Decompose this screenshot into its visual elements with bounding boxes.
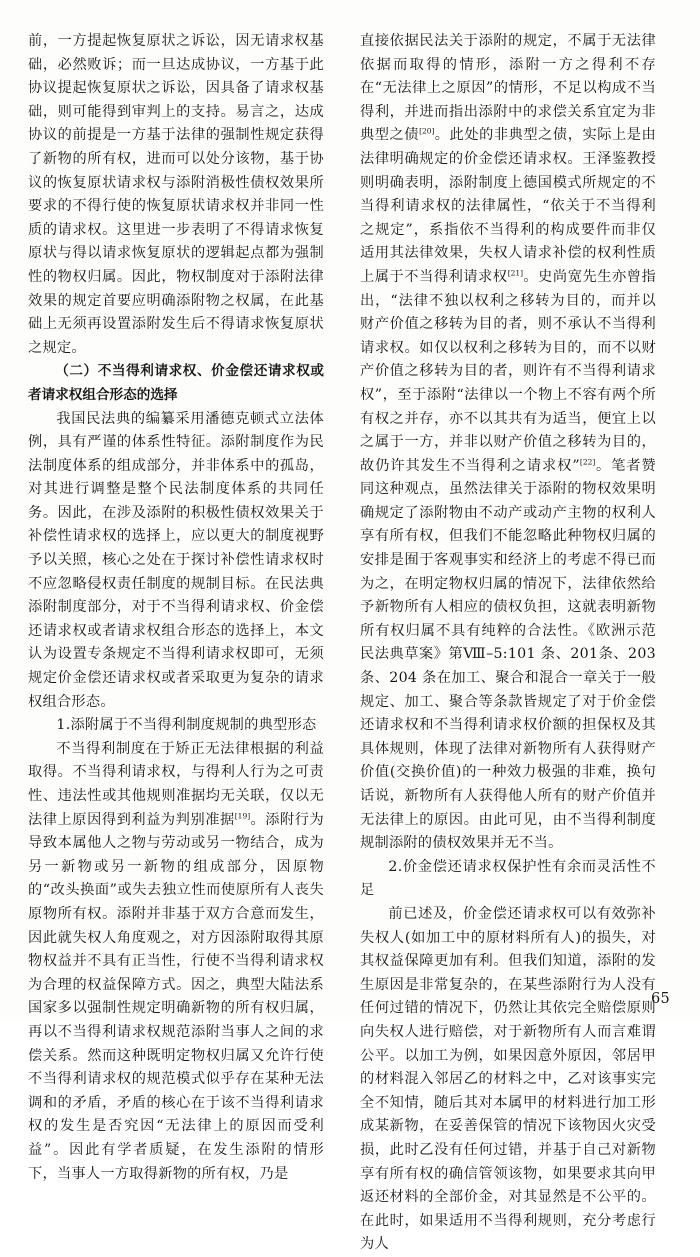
paragraph-continued-with-footnotes: [360, 30, 656, 856]
footnote-marker-22[interactable]: [22]: [579, 456, 596, 466]
paragraph-text-after-footnote: 。添附行为导致本属他人之物与劳动或另一物结合，成为另一新物或另一新物的组成部分，因原物的“改头换面”或失去独立性而使原所有人丧失原物所有权。添附并非基于双方合意而发生，因此就失权人角度观之，对方因添附取得其原物权益并不具有正当性，行使不当得利请求权为合理的权益保障方式。因之，典型大陆法系国家多以强制性规定明确新物的所有权归属，再以不当得利请求权规范添附当事人之间的求偿关系。然而这种既明定物权归属又允许行使不当得利请求权的规范模式似乎存在某种无法调和的矛盾，矛盾的核心在于该不当得利请求权的发生是否究因“无法律上的原因而受利益”。因此有学者质疑，在发生添附的情形下，当事人一方取得新物的所有权，乃是: [28, 811, 324, 1182]
paragraph-continued: 前，一方提起恢复原状之诉讼，因无请求权基础，必然败诉；而一旦达成协议，一方基于此协议提起恢复原状之诉讼，因具备了请求权基础，则可能得到审判上的支持。易言之，达成协议的前提是一方基于法律的强制性规定获得了新物的所有权，进而可以处分该物，基于协议的恢复原状请求权与添附消极性债权效果所要求的不得行使的恢复原状请求权并非同一性质的请求权。这里进一步表明了不得请求恢复原状与得以请求恢复原状的逻辑起点都为强制性的物权归属。因此，物权制度对于添附法律效果的规定首要应明确添附物之权属，在此基础上无须再设置添附发生后不得请求恢复原状之规定。: [28, 33, 324, 356]
footnote-marker-21[interactable]: [21]: [507, 268, 524, 278]
paragraph-text-before-footnote: 不当得利制度在于矫正无法律根据的利益取得。不当得利请求权，与得利人行为之可责性、违法性或其他规则准据均无关联，仅以无法律上原因得到利益为判别准据: [28, 740, 324, 828]
left-column: [28, 30, 324, 1182]
segment-text-4: 。笔者赞同这种观点，虽然法律关于添附的物权效果明确规定了添附物由不动产或动产主物的权利人享有所有权，但我们不能忽略此种物权归属的安排是囿于客观事实和经济上的考虑不得已而为之，在明定物权归属的情况下，法律依然给予新物所有人相应的债权负担，这就表明新物所有权归属不具有纯粹的合法性。《欧洲示范民法典草案》第Ⅷ–5:101 条、201条、203 条、204 条在加工、聚合和混合一章关于一般规定、加工、聚合等条款皆规定了对于价金偿还请求权和不当得利请求权价额的担保权及其具体规则，体现了法律对新物所有人获得财产价值(交换价值)的一种效力极强的非难，换句话说，新物所有人获得他人所有的财产价值并无法律上的原因。由此可见，由不当得利制度规制添附的债权效果并无不当。: [360, 457, 657, 852]
footnote-marker-20[interactable]: [20]: [419, 126, 435, 136]
subsection-heading-2: 2.价金偿还请求权保护性有余而灵活性不足: [360, 858, 656, 899]
segment-text-3: 。史尚宽先生亦曾指出，“法律不独以权利之移转为目的，而并以财产价值之移转为目的者，则不承认不当得利请求权。如仅以权利之移转为目的，而不以财产价值之移转为目的者，则许有不当得利请求权”，至于添附“法律以一个物上不容有两个所有权之并存，亦不以其共有为适当，便宜上以之属于一方，并非以财产价值之移转为目的，故仍许其发生不当得利之请求权”: [360, 268, 657, 474]
section-heading-2: （二）不当得利请求权、价金偿还请求权或者请求权组合形态的选择: [28, 363, 324, 403]
paragraph-with-footnote: [28, 738, 324, 1186]
page-number: 65: [650, 991, 670, 1007]
paragraph-body: 我国民法典的编纂采用潘德克顿式立法体例，具有严谨的体系性特征。添附制度作为民法制度体系的组成部分，并非体系中的孤岛，对其进行调整是整个民法制度体系的共同任务。因此，在涉及添附的积极性债权效果关于补偿性请求权的选择上，应以更大的制度视野予以关照，核心之处在于探讨补偿性请求权时不应忽略侵权责任制度的规制目标。在民法典添附制度部分，对于不当得利请求权、价金偿还请求权或者请求权组合形态的选择上，本文认为设置专条规定不当得利请求权即可，无须规定价金偿还请求权或者采取更为复杂的请求权组合形态。: [28, 410, 324, 710]
segment-text-2: 。此处的非典型之债，实际上是由法律明确规定的价金偿还请求权。王泽鉴教授则明确表明，添附制度上德国模式所规定的不当得利请求权的法律属性，“依关于不当得利之规定”，系指依不当得利的构成要件而非仅适用其法律效果，失权人请求补偿的权利性质上属于不当得利请求权: [360, 127, 656, 285]
paragraph-body-right: 前已述及，价金偿还请求权可以有效弥补失权人(如加工中的原材料所有人)的损失，对其权益保障更加有利。但我们知道，添附的发生原因是非常复杂的，在某些添附行为人没有任何过错的情况下，仍然让其依完全赔偿原则向失权人进行赔偿，对于新物所有人而言难谓公平。以加工为例，如果因意外原因，邻居甲的材料混入邻居乙的材料之中，乙对该事实完全不知情，随后其对本属甲的材料进行加工形成某新物，在妥善保管的情况下该物因火灾受损，此时乙没有任何过错，并基于自己对新物享有所有权的确信管领该物，如果要求其向甲返还材料的全部价金，对其显然是不公平的。在此时，如果适用不当得利规则，充分考虑行为人: [360, 905, 656, 1253]
segment-text-1: 直接依据民法关于添附的规定，不属于无法律依据而取得的情形，添附一方之得利不存在“无法律上之原因”的情形，不足以构成不当得利，并进而指出添附中的求偿关系宜定为非典型之债: [360, 33, 656, 144]
right-column: [360, 30, 657, 1253]
subsection-heading-1: 1.添附属于不当得利制度规制的典型形态: [56, 717, 317, 734]
footnote-marker-19[interactable]: [19]: [234, 810, 251, 820]
